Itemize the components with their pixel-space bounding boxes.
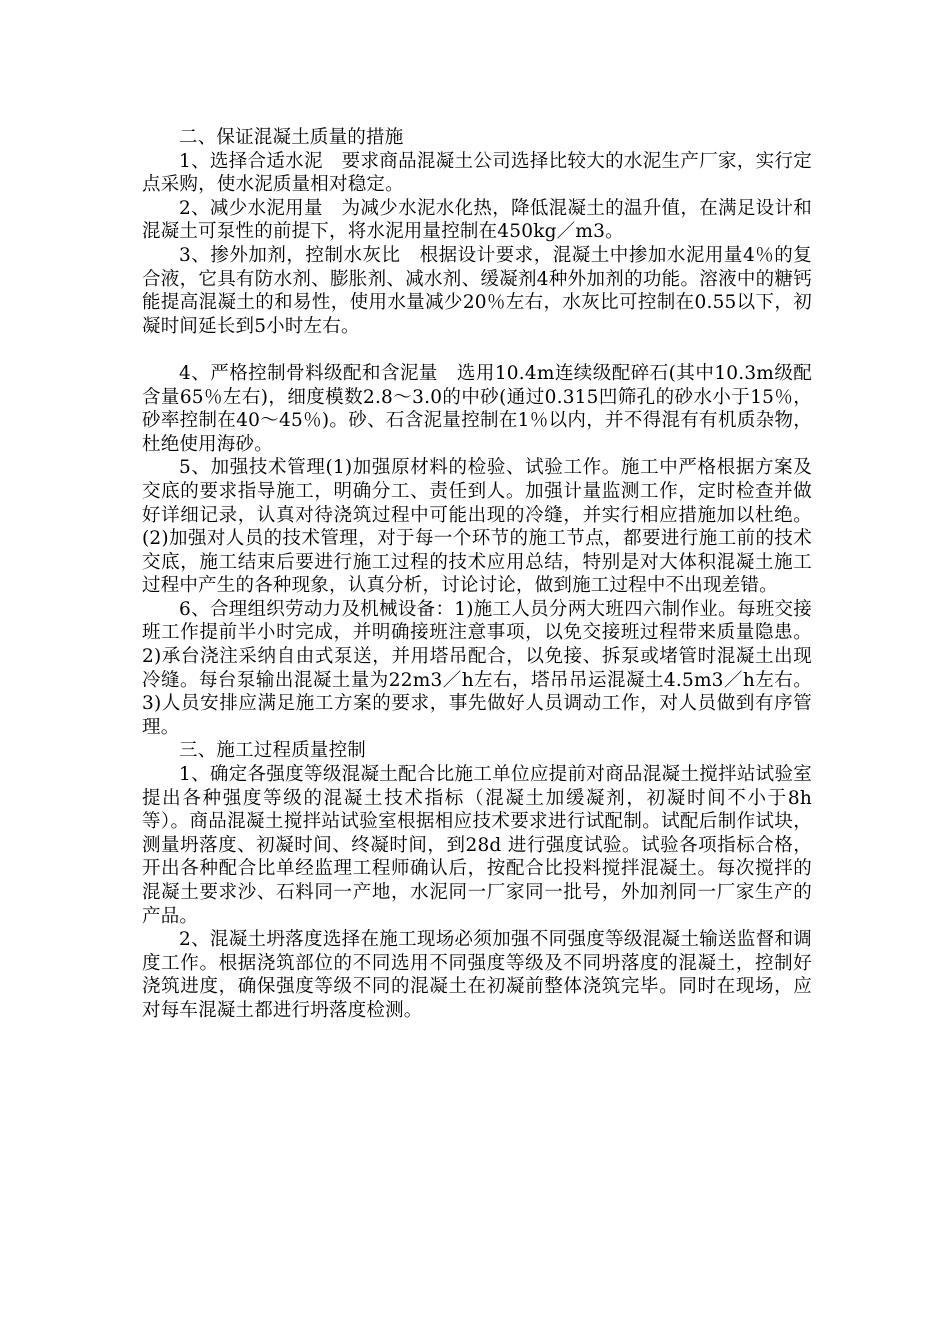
section-heading-2: 二、保证混凝土质量的措施 <box>179 127 404 148</box>
document-body <box>142 126 812 1023</box>
paragraph-admixture: 3、掺外加剂，控制水灰比 根据设计要求，混凝土中掺加水泥用量4％的复合液，它具有防水剂、膨胀剂、减水剂、缓凝剂4种外加剂的功能。溶液中的糖钙能提高混凝土的和易性，使用水量减少20％左右，水灰比可控制在0.55以下，初凝时间延长到5小时左右。 <box>142 244 812 337</box>
paragraph-technical-management: 5、加强技术管理(1)加强原材料的检验、试验工作。施工中严格根据方案及交底的要求指导施工，明确分工、责任到人。加强计量监测工作，定时检查并做好详细记录，认真对待浇筑过程中可能出现的冷缝，并实行相应措施加以杜绝。(2)加强对人员的技术管理，对于每一个环节的施工节点，都要进行施工前的技术交底，施工结束后要进行施工过程的技术应用总结，特别是对大体积混凝土施工过程中产生的各种现象，认真分析，讨论讨论，做到施工过程中不出现差错。 <box>142 457 812 597</box>
paragraph-cement-reduction: 2、减少水泥用量 为减少水泥水化热，降低混凝土的温升值，在满足设计和混凝土可泵性的前提下，将水泥用量控制在450kg／m3。 <box>142 197 812 243</box>
paragraph-slump: 2、混凝土坍落度选择在施工现场必须加强不同强度等级混凝土输送监督和调度工作。根据浇筑部位的不同选用不同强度等级及不同坍落度的混凝土，控制好浇筑进度，确保强度等级不同的混凝土在初凝前整体浇筑完毕。同时在现场，应对每车混凝土都进行坍落度检测。 <box>142 929 812 1021</box>
blank-line <box>142 338 812 362</box>
paragraph-mix-ratio: 1、确定各强度等级混凝土配合比施工单位应提前对商品混凝土搅拌站试验室提出各种强度等级的混凝土技术指标（混凝土加缓凝剂，初凝时间不小于8h 等）。商品混凝土搅拌站试验室根据相应技术要求进行试配制。试配后制作试块，测量坍落度、初凝时间、终凝时间，到28d 进行强度试验。试验各项指标合格，开出各种配合比单经监理工程师确认后，按配合比投料搅拌混凝土。每次搅拌的混凝土要求沙、石料同一产地，水泥同一厂家同一批号，外加剂同一厂家生产的产品。 <box>142 764 812 927</box>
section-heading-3: 三、施工过程质量控制 <box>179 740 367 762</box>
paragraph-aggregate: 4、严格控制骨料级配和含泥量 选用10.4m连续级配碎石(其中10.3m级配含量65％左右)，细度模数2.8～3.0的中砂(通过0.315凹筛孔的砂水小于15％，砂率控制在40～45％)。砂、石含泥量控制在1％以内，并不得混有有机质杂物，杜绝使用海砂。 <box>142 362 812 455</box>
paragraph-labor-equipment: 6、合理组织劳动力及机械设备：1)施工人员分两大班四六制作业。每班交接班工作提前半小时完成，并明确接班注意事项，以免交接班过程带来质量隐患。2)承台浇注采纳自由式泵送，并用塔吊配合，以免接、拆泵或堵管时混凝土出现冷缝。每台泵输出混凝土量为22m3／h左右，塔吊吊运混凝土4.5m3／h左右。3)人员安排应满足施工方案的要求，事先做好人员调动工作，对人员做到有序管理。 <box>142 598 812 738</box>
paragraph-cement-selection: 1、选择合适水泥 要求商品混凝土公司选择比较大的水泥生产厂家，实行定点采购，使水泥质量相对稳定。 <box>142 150 812 196</box>
